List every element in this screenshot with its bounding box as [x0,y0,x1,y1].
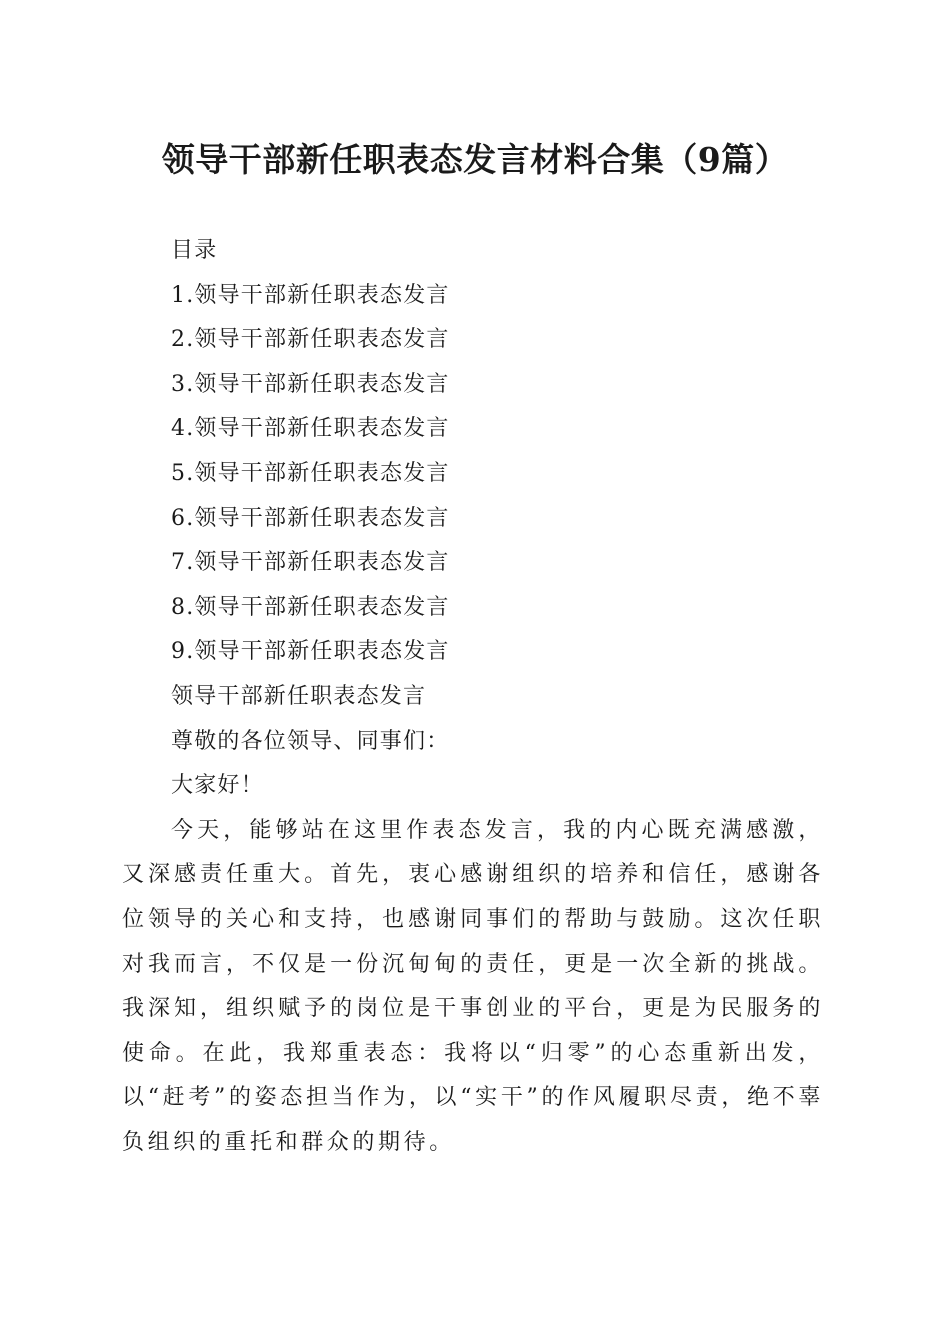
toc-item-5: 5.领导干部新任职表态发言 [171,460,450,486]
toc-item-2: 2.领导干部新任职表态发言 [171,327,450,353]
toc-item-7: 7.领导干部新任职表态发言 [171,550,450,576]
section-title: 领导干部新任职表态发言 [171,683,427,709]
table-of-contents [122,274,824,675]
document-body [122,229,824,1165]
toc-item-6: 6.领导干部新任职表态发言 [171,505,450,531]
body-paragraph: 今天，能够站在这里作表态发言，我的内心既充满感激，又深感责任重大。首先，衷心感谢组织的培养和信任，感谢各位领导的关心和支持，也感谢同事们的帮助与鼓励。这次任职对我而言，不仅是一份沉甸甸的责任，更是一次全新的挑战。我深知，组织赋予的岗位是干事创业的平台，更是为民服务的使命。在此，我郑重表态：我将以“归零”的心态重新出发，以“赶考”的姿态担当作为，以“实干”的作风履职尽责，绝不辜负组织的重托和群众的期待。 [122,817,824,1155]
document-title: 领导干部新任职表态发言材料合集（9篇） [161,140,789,179]
toc-item-4: 4.领导干部新任职表态发言 [171,416,450,442]
toc-item-9: 9.领导干部新任职表态发言 [171,639,450,665]
salutation: 尊敬的各位领导、同事们： [171,728,450,754]
toc-item-3: 3.领导干部新任职表态发言 [171,371,450,397]
toc-heading: 目录 [171,238,218,263]
greeting: 大家好！ [171,773,264,799]
toc-item-8: 8.领导干部新任职表态发言 [171,594,450,620]
toc-item-1: 1.领导干部新任职表态发言 [171,282,450,308]
